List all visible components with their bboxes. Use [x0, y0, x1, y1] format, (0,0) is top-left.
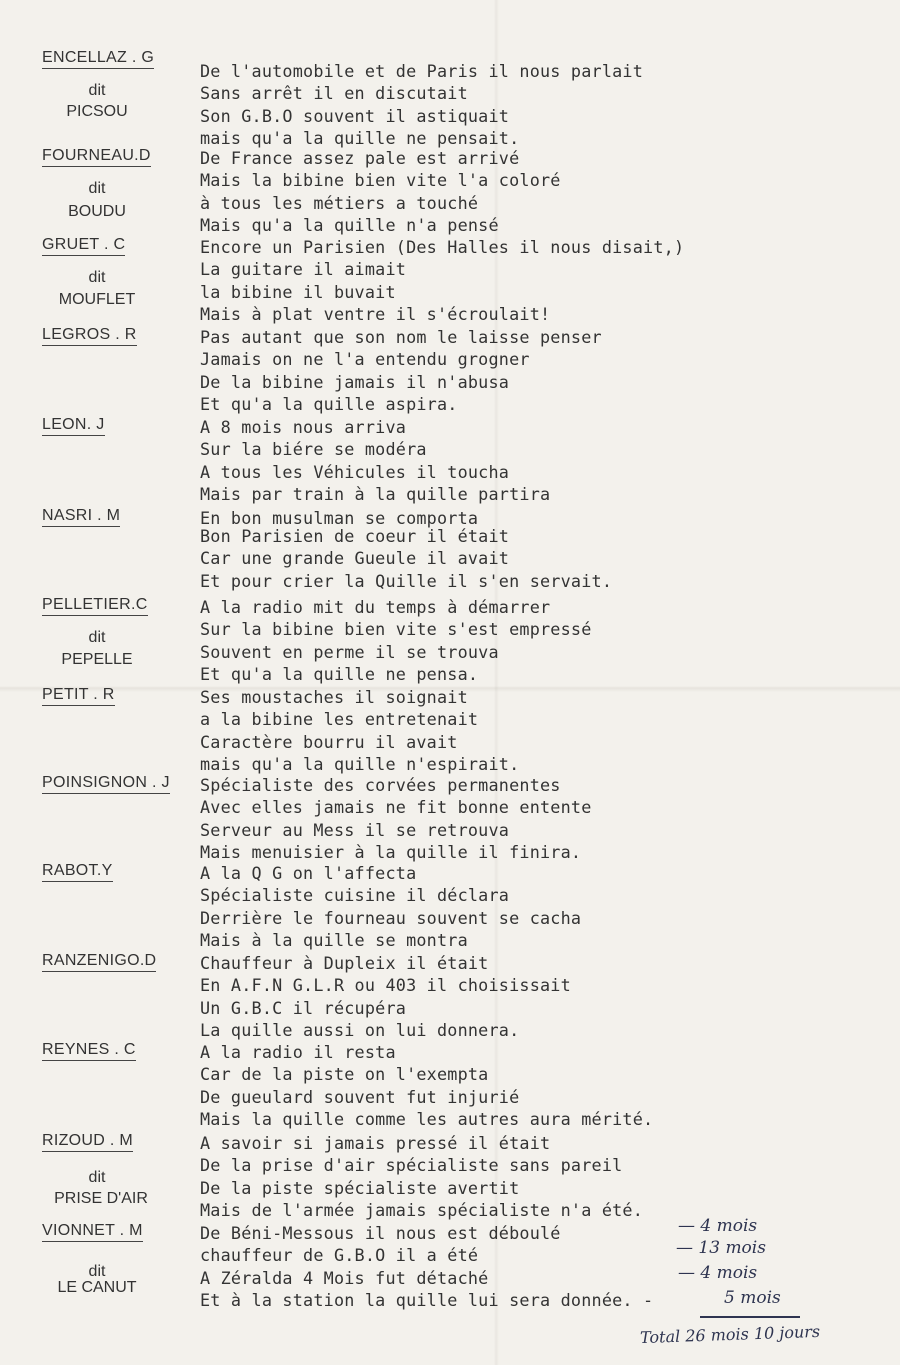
entry-verse: [200, 686, 519, 775]
verse-line: Et qu'a la quille aspira.: [200, 393, 458, 414]
verse-line: Jamais on ne l'a entendu grogner: [200, 349, 530, 370]
verse-line: En bon musulman se comporta: [200, 508, 479, 528]
handwritten-duration: — 4 mois: [678, 1263, 758, 1283]
verse-line: De l'automobile et de Paris il nous parlait: [200, 61, 644, 81]
verse-line: Spécialiste des corvées permanentes: [200, 775, 561, 795]
verse-line: De la prise d'air spécialiste sans pareil: [200, 1155, 623, 1176]
entry-nickname: PICSOU: [66, 103, 128, 120]
verse-line: De Béni-Messous il nous est déboulé: [200, 1223, 561, 1243]
verse-line: la bibine il buvait: [200, 281, 396, 302]
verse-line: Ses moustaches il soignait: [200, 687, 468, 707]
verse-line: Sur la bibine bien vite s'est empressé: [200, 619, 592, 640]
verse-line: De gueulard souvent fut injurié: [200, 1086, 520, 1107]
entry-verse: [200, 326, 602, 415]
verse-line: Mais à la quille se montra: [200, 929, 468, 950]
verse-line: A tous les Véhicules il toucha: [200, 461, 510, 482]
entry-verse: [200, 147, 561, 236]
entry-name: LEON. J: [42, 416, 105, 436]
verse-line: Mais qu'a la quille n'a pensé: [200, 214, 499, 235]
entry-verse: [200, 1132, 643, 1221]
entry-name: RABOT.Y: [42, 862, 113, 882]
verse-line: a la bibine les entretenait: [200, 709, 479, 730]
entry-nickname: MOUFLET: [58, 291, 136, 308]
verse-line: à tous les métiers a touché: [200, 192, 479, 213]
entry-name: NASRI . M: [42, 507, 120, 527]
handwritten-sum-line: [700, 1316, 800, 1318]
handwritten-duration: 5 mois: [724, 1288, 781, 1308]
verse-line: Et pour crier la Quille il s'en servait.: [200, 570, 613, 591]
entry-verse: [200, 416, 550, 505]
verse-line: Sur la biére se modéra: [200, 439, 427, 460]
verse-line: En A.F.N G.L.R ou 403 il choisissait: [200, 975, 571, 996]
entry-name: POINSIGNON . J: [42, 774, 170, 794]
verse-line: Caractère bourru il avait: [200, 731, 458, 752]
verse-line: Mais la bibine bien vite l'a coloré: [200, 170, 561, 191]
verse-line: Bon Parisien de coeur il était: [200, 526, 510, 546]
handwritten-duration: — 4 mois: [678, 1216, 758, 1236]
entry-name: PETIT . R: [42, 686, 115, 706]
entry-name: ENCELLAZ . G: [42, 49, 154, 69]
verse-line: Chauffeur à Dupleix il était: [200, 953, 489, 973]
entry-nickname: PEPELLE: [61, 651, 133, 668]
verse-line: Mais à plat ventre il s'écroulait!: [200, 303, 551, 324]
verse-line: Pas autant que son nom le laisse penser: [200, 327, 602, 347]
verse-line: A la radio mit du temps à démarrer: [200, 597, 551, 617]
entry-name: RIZOUD . M: [42, 1132, 133, 1152]
verse-line: Car de la piste on l'exempta: [200, 1064, 489, 1085]
entry-name: REYNES . C: [42, 1041, 136, 1061]
entry-name: VIONNET . M: [42, 1222, 143, 1242]
verse-line: Car une grande Gueule il avait: [200, 548, 510, 569]
verse-line: A la Q G on l'affecta: [200, 863, 417, 883]
entry-dit: dit: [88, 1169, 106, 1186]
verse-line: mais qu'a la quille n'espirait.: [200, 753, 520, 774]
verse-line: Encore un Parisien (Des Halles il nous disait,): [200, 237, 685, 257]
entry-verse: [200, 952, 571, 1041]
entry-verse: [200, 60, 643, 149]
entry-dit: dit: [88, 269, 106, 286]
entry-dit: dit: [88, 1263, 106, 1280]
verse-line: Avec elles jamais ne fit bonne entente: [200, 797, 592, 818]
entry-verse: [200, 1222, 653, 1311]
verse-line: De la bibine jamais il n'abusa: [200, 371, 510, 392]
verse-line: chauffeur de G.B.O il a été: [200, 1245, 479, 1266]
entry-nickname: PRISE D'AIR: [54, 1190, 148, 1207]
verse-line: A savoir si jamais pressé il était: [200, 1133, 551, 1153]
entry-name: RANZENIGO.D: [42, 952, 156, 972]
entry-verse: [200, 774, 592, 863]
verse-line: La guitare il aimait: [200, 259, 407, 280]
verse-line: A 8 mois nous arriva: [200, 417, 407, 437]
verse-line: Et à la station la quille lui sera donnée. -: [200, 1289, 654, 1310]
verse-line: Sans arrêt il en discutait: [200, 83, 468, 104]
verse-line: Spécialiste cuisine il déclara: [200, 885, 510, 906]
entry-name: PELLETIER.C: [42, 596, 148, 616]
verse-line: Un G.B.C il récupéra: [200, 997, 407, 1018]
verse-line: De France assez pale est arrivé: [200, 148, 520, 168]
verse-line: De la piste spécialiste avertit: [200, 1177, 520, 1198]
entry-verse: [200, 862, 581, 951]
verse-line: La quille aussi on lui donnera.: [200, 1019, 520, 1040]
entry-verse: [200, 1041, 653, 1130]
handwritten-total: Total 26 mois 10 jours: [639, 1321, 821, 1348]
verse-line: Et qu'a la quille ne pensa.: [200, 663, 479, 684]
verse-line: Derrière le fourneau souvent se cacha: [200, 907, 582, 928]
entry-dit: dit: [88, 629, 106, 646]
verse-line: Mais menuisier à la quille il finira.: [200, 841, 582, 862]
entry-name: LEGROS . R: [42, 326, 137, 346]
entry-verse: [200, 596, 592, 685]
entry-verse: [200, 507, 612, 592]
entry-nickname: LE CANUT: [57, 1279, 137, 1296]
entry-dit: dit: [88, 180, 106, 197]
handwritten-duration: — 13 mois: [676, 1238, 766, 1258]
entry-name: GRUET . C: [42, 236, 125, 256]
verse-line: Mais de l'armée jamais spécialiste n'a été.: [200, 1199, 644, 1220]
entry-verse: [200, 236, 684, 325]
entry-name: FOURNEAU.D: [42, 147, 151, 167]
verse-line: Serveur au Mess il se retrouva: [200, 819, 510, 840]
verse-line: A la radio il resta: [200, 1042, 396, 1062]
verse-line: A Zéralda 4 Mois fut détaché: [200, 1267, 489, 1288]
verse-line: Souvent en perme il se trouva: [200, 641, 499, 662]
verse-line: mais qu'a la quille ne pensait.: [200, 127, 520, 148]
entry-nickname: BOUDU: [68, 203, 126, 220]
verse-line: Mais par train à la quille partira: [200, 483, 551, 504]
verse-line: Mais la quille comme les autres aura mérité.: [200, 1108, 654, 1129]
entry-dit: dit: [88, 82, 106, 99]
verse-line: Son G.B.O souvent il astiquait: [200, 105, 510, 126]
